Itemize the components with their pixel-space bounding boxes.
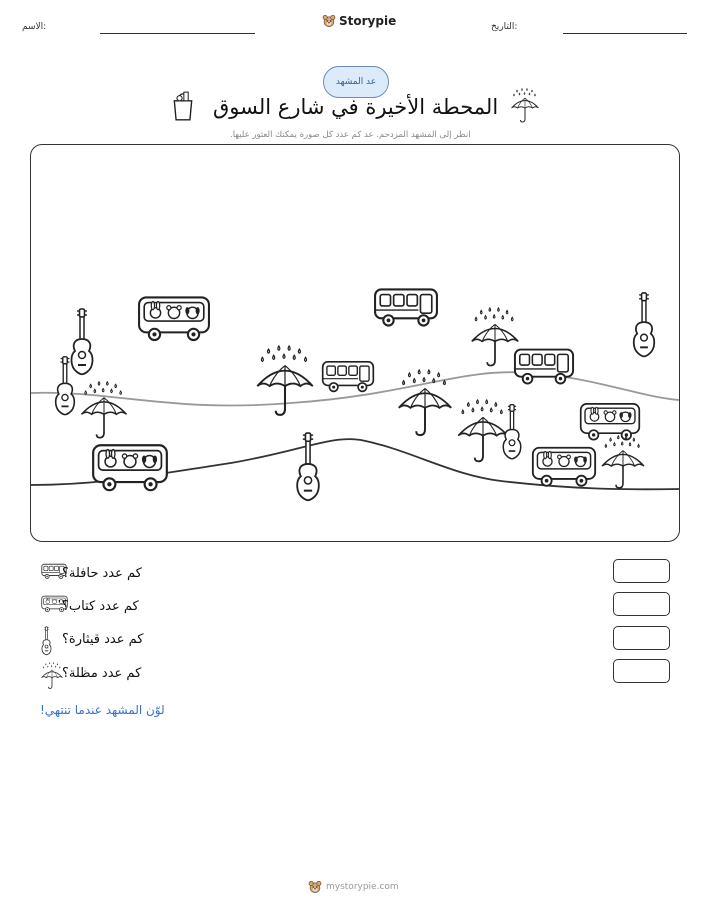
umbrella-title-icon — [510, 88, 540, 124]
umbrella-icon — [40, 662, 64, 690]
page-title: المحطة الأخيرة في شارع السوق — [213, 95, 499, 119]
answer-box-book[interactable] — [613, 592, 670, 616]
bus — [515, 350, 573, 384]
footer-url[interactable]: mystorypie.com — [326, 882, 399, 892]
umbrella — [82, 382, 127, 438]
guitar-icon — [40, 626, 53, 656]
question-book: كم عدد كتاب؟ — [62, 599, 139, 614]
umbrella — [602, 436, 644, 488]
activity-badge: عد المشهد — [323, 66, 389, 98]
counting-scene — [30, 144, 680, 542]
bear-footer-icon — [308, 880, 322, 894]
shopping-bag-icon — [170, 90, 196, 122]
color-instruction: لوّن المشهد عندما تنتهي! — [40, 703, 165, 717]
bus — [323, 362, 374, 392]
umbrella — [472, 308, 519, 366]
name-label: الاسم: — [22, 22, 47, 32]
guitar — [297, 433, 319, 500]
instructions: انظر إلى المشهد المزدحم. عد كم عدد كل صورة يمكنك العثور عليها. — [230, 130, 471, 140]
scene-drawing — [31, 145, 679, 541]
date-line[interactable] — [563, 33, 687, 34]
animal-bus — [139, 297, 209, 340]
animal-bus — [93, 445, 167, 490]
umbrella — [458, 400, 508, 461]
guitar — [503, 405, 520, 459]
answer-box-guitar[interactable] — [613, 626, 670, 650]
footer — [308, 880, 399, 894]
question-guitar: كم عدد قيثارة؟ — [62, 632, 144, 647]
name-line[interactable] — [100, 33, 255, 34]
question-umbrella: كم عدد مظلة؟ — [62, 666, 142, 681]
question-bus: كم عدد حافلة؟ — [62, 566, 142, 581]
animal-bus — [533, 448, 595, 486]
date-label: التاريخ: — [491, 22, 518, 32]
animal-bus — [581, 404, 640, 440]
brand-name: Storypie — [339, 14, 397, 28]
bus — [375, 289, 437, 325]
guitar — [71, 309, 92, 374]
guitar — [634, 293, 654, 356]
bear-logo-icon — [322, 13, 336, 29]
answer-box-bus[interactable] — [613, 559, 670, 583]
brand-logo — [322, 13, 396, 29]
answer-box-umbrella[interactable] — [613, 659, 670, 683]
